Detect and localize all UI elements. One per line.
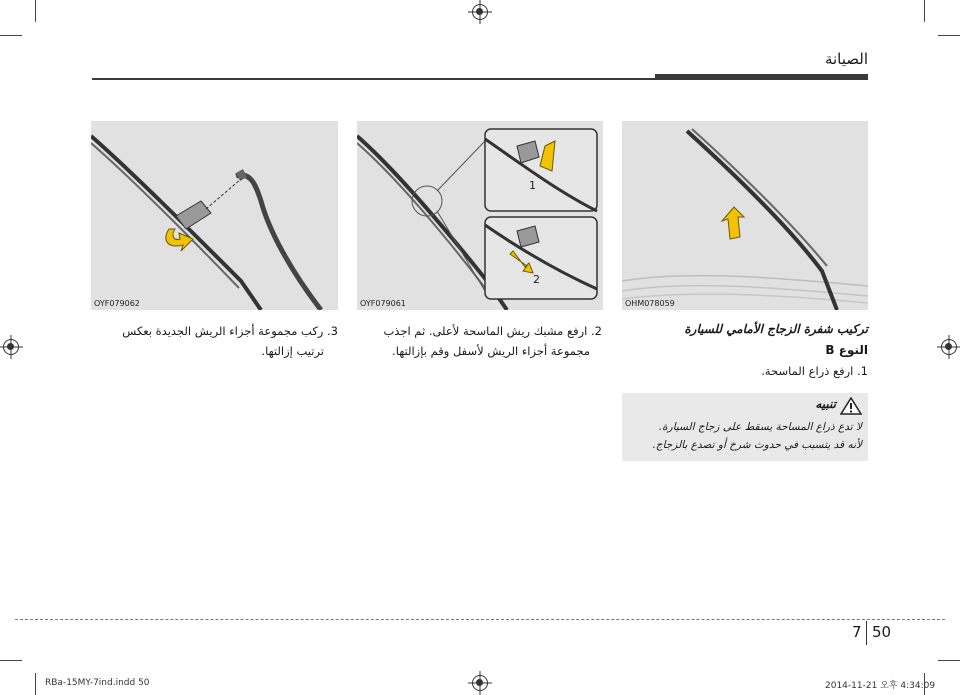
crop-mark [35,673,36,695]
crop-mark [938,660,960,661]
crop-mark [938,35,960,36]
file-info: RBa-15MY-7ind.indd 50 [45,678,150,688]
wiper-arm-illustration [622,121,868,310]
step-3-line-1: 3. ركب مجموعة أجزاء الريش الجديدة بعكس [122,324,338,338]
crop-mark [0,660,22,661]
section-title: الصيانة [824,50,868,68]
caution-box [622,393,868,461]
page-number-divider [866,621,867,645]
registration-mark-icon [472,4,488,20]
figure-install-new-blade [91,121,338,310]
caution-line-1: لا تدع ذراع المساحة يسقط على زجاج السيارة. [658,421,862,433]
caution-title: تنبيه [815,397,836,411]
callout-2: 2 [533,273,540,286]
figure-code: OYF079061 [360,299,406,308]
crop-mark [35,0,36,22]
figure-code: OYF079062 [94,299,140,308]
figure-remove-blade-assembly [357,121,603,310]
caution-line-2: لأنه قد يتسبب في حدوث شرخ أو تصدع بالزجاج. [652,439,862,451]
step-3-line-2: ترتيب إزالتها. [261,344,324,358]
callout-1: 1 [529,179,536,192]
chapter-number: 7 [852,623,862,641]
wiper-blade-illustration [91,121,338,310]
type-label: النوع B [825,343,868,357]
crop-mark [924,0,925,22]
step-2-line-2: مجموعة أجزاء الريش لأسفل وقم بإزالتها. [392,344,590,358]
figure-lift-wiper-arm [622,121,868,310]
header-rule-accent [655,74,868,80]
wiper-clip-illustration [357,121,603,310]
print-timestamp: 2014-11-21 오후 4:34:09 [825,681,936,691]
registration-mark-icon [941,339,957,355]
step-1: 1. ارفع ذراع الماسحة. [761,364,868,378]
page-number: 50 [872,623,892,641]
crop-mark [0,35,22,36]
registration-mark-icon [3,339,19,355]
warning-triangle-icon [840,397,862,415]
step-2-line-1: 2. ارفع مشبك ريش الماسحة لأعلى. ثم اجذب [383,324,602,338]
figure-code: OHM078059 [625,299,675,308]
registration-mark-icon [472,675,488,691]
footer-rule [15,619,945,620]
install-heading: تركيب شفرة الزجاج الأمامي للسيارة [684,322,868,336]
